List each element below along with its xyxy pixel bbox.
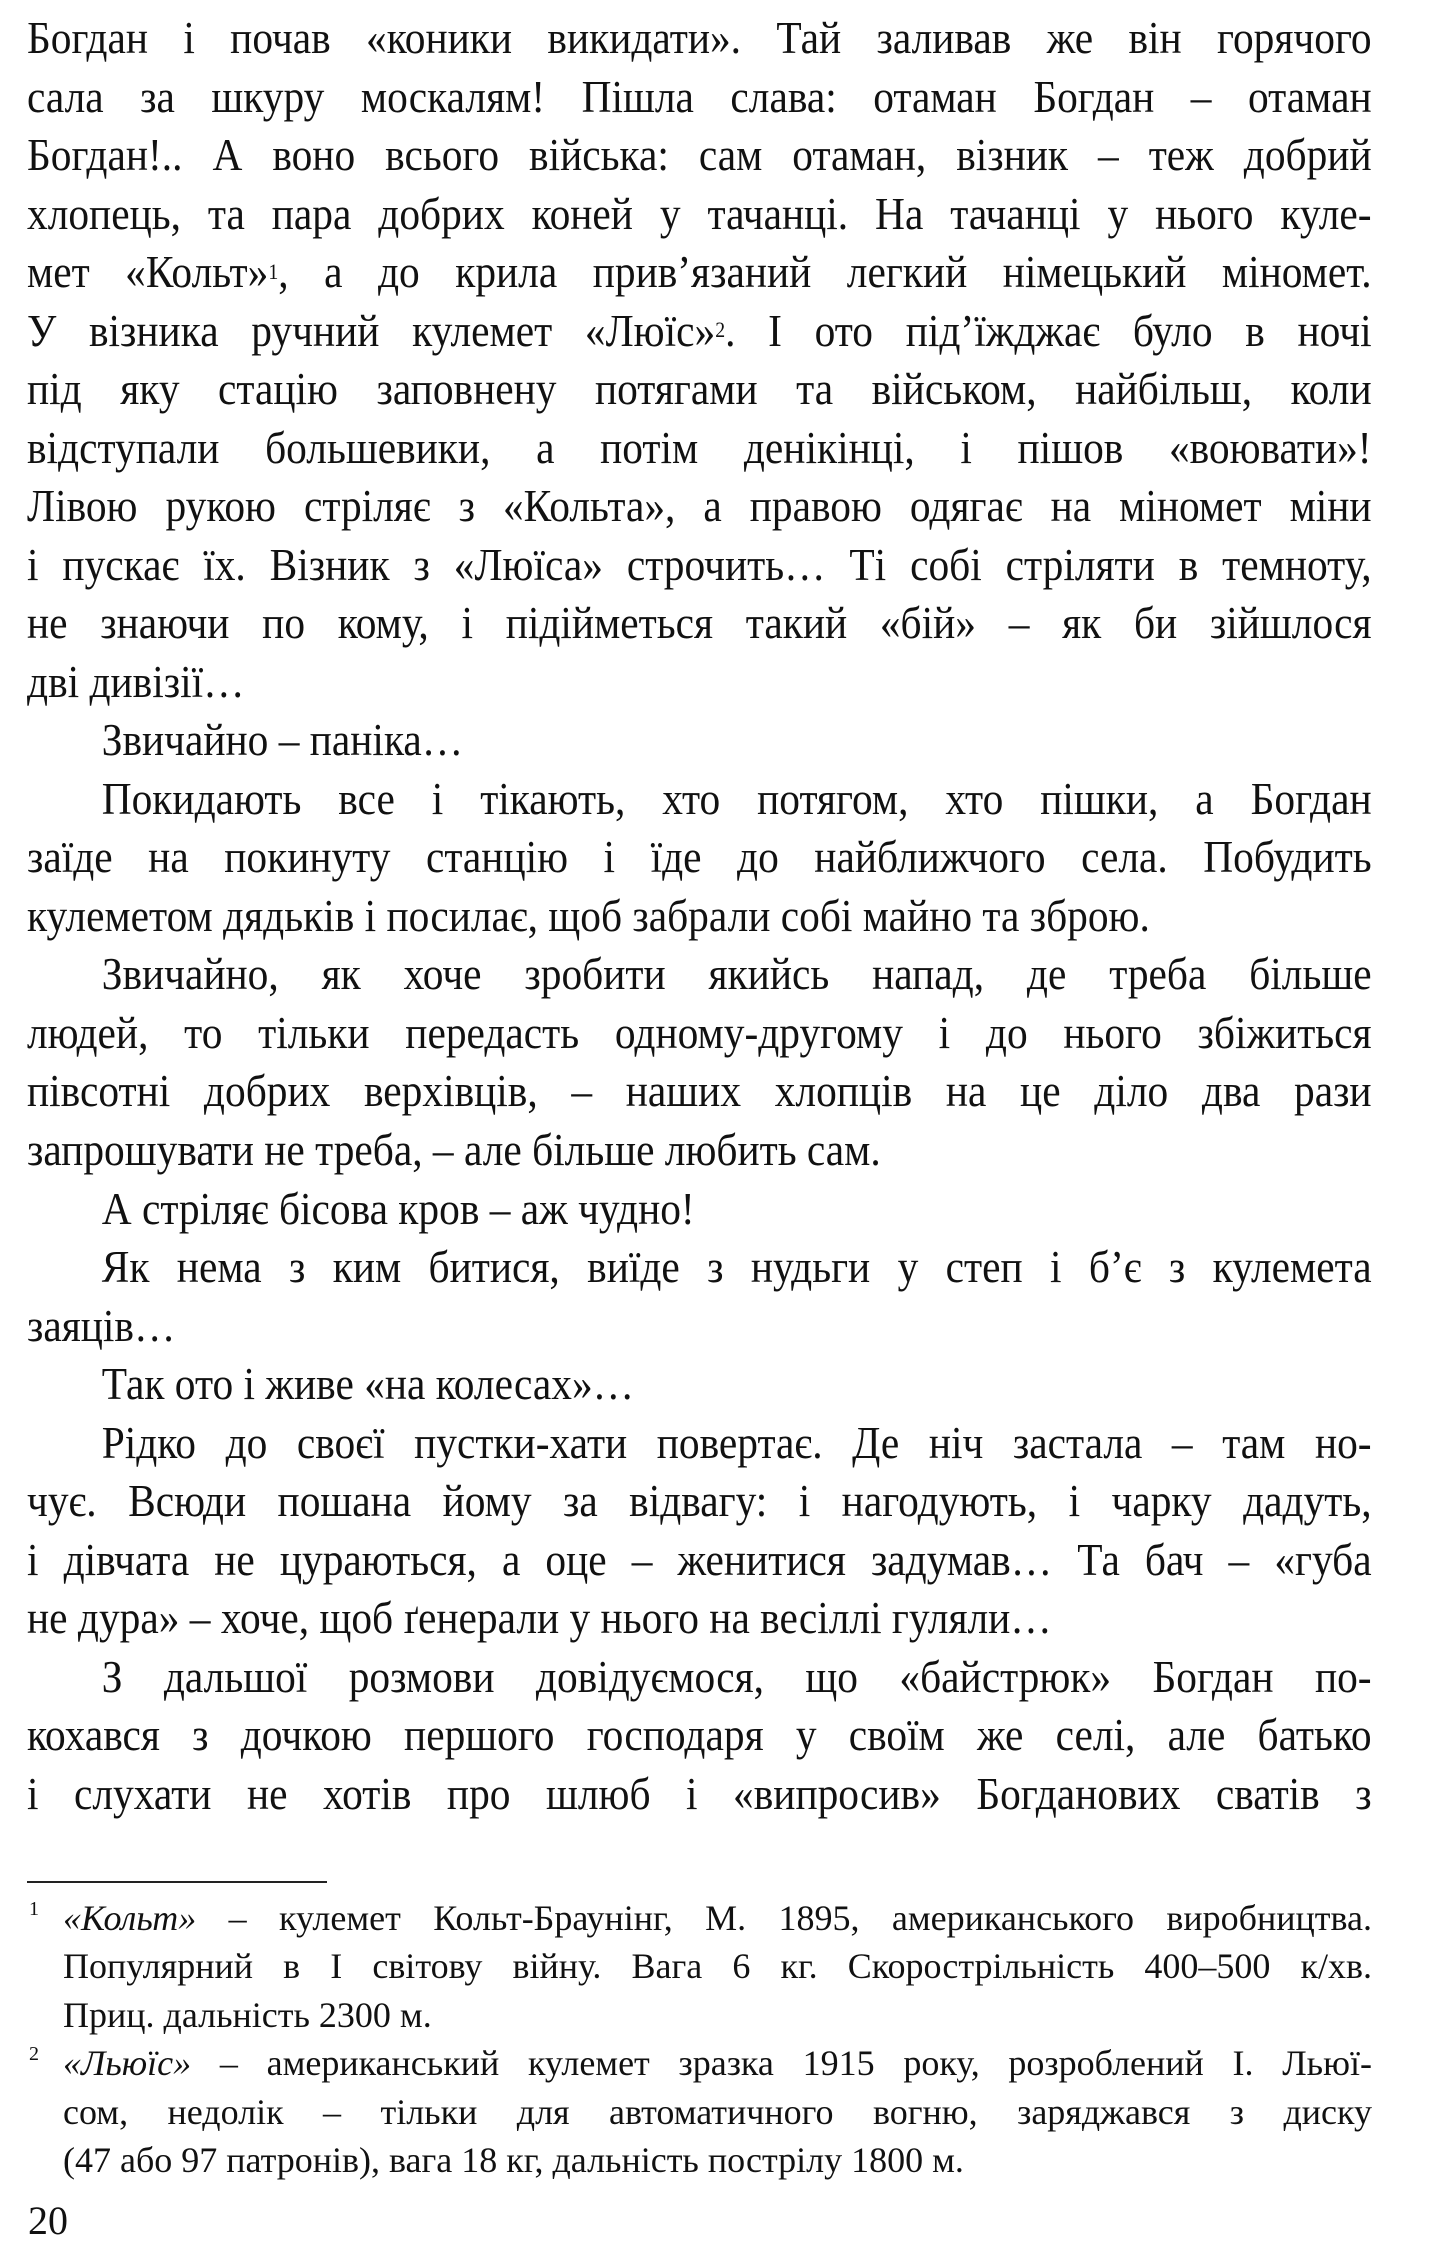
footnote-marker-2: 2 <box>29 2043 39 2066</box>
footnote-text: – кулемет Кольт-Браунінг, М. 1895, американського виробництва. <box>196 1897 1372 1938</box>
text-segment: , а до крила прив’язаний легкий німецький міномет. <box>278 246 1372 298</box>
text-line: півсотні добрих верхівців, – наших хлопців на це діло два рази <box>27 1065 1372 1117</box>
paragraph-end-line: заяців… <box>27 1299 176 1351</box>
text-line: Богдан!.. А воно всього війська: сам отаман, візник – теж добрий <box>27 129 1372 181</box>
paragraph-end-line: не дура» – хоче, щоб ґенерали у нього на весіллі гуляли… <box>27 1592 1052 1644</box>
footnote-reference-1[interactable]: 1 <box>268 258 279 284</box>
text-segment: мет «Кольт» <box>27 246 269 298</box>
paragraph-end-line: запрошувати не треба, – але більше любить сам. <box>27 1123 881 1175</box>
paragraph-first-line: Як нема з ким битися, виїде з нудьги у степ і б’є з кулемета <box>101 1241 1372 1293</box>
text-line: хлопець, та пара добрих коней у тачанці. На тачанці у нього куле- <box>27 187 1372 239</box>
paragraph-line: Так ото і живе «на колесах»… <box>101 1358 635 1410</box>
footnote-2-line: (47 або 97 патронів), вага 18 кг, дальність пострілу 1800 м. <box>63 2140 964 2181</box>
text-line: і пускає їх. Візник з «Люїса» строчить… Ті собі стріляти в темноту, <box>27 538 1372 590</box>
text-line: людей, то тільки передасть одному-другому і до нього збіжиться <box>27 1006 1372 1058</box>
footnote-2-line: сом, недолік – тільки для автоматичного вогню, заряджався з диску <box>63 2091 1372 2132</box>
footnote-1-line: Приц. дальність 2300 м. <box>63 1994 432 2035</box>
paragraph-line: Звичайно – паніка… <box>101 714 464 766</box>
text-line: Лівою рукою стріляє з «Кольта», а правою одягає на міномет міни <box>27 480 1372 532</box>
text-line: не знаючи по кому, і підійметься такий «бій» – як би зійшлося <box>27 597 1372 649</box>
paragraph-end-line: кулеметом дядьків і посилає, щоб забрали собі майно та зброю. <box>27 889 1150 941</box>
text-line: сала за шкуру москалям! Пішла слава: отаман Богдан – отаман <box>27 70 1372 122</box>
main-text <box>27 9 1372 1823</box>
footnotes <box>29 1894 1372 2185</box>
footnote-reference-2[interactable]: 2 <box>715 317 726 343</box>
text-line: заїде на покинуту станцію і їде до найближчого села. Побудить <box>27 831 1372 883</box>
footnote-1-line: Популярний в І світову війну. Вага 6 кг. Скорострільність 400–500 к/хв. <box>63 1946 1372 1987</box>
footnote-text: – американський кулемет зразка 1915 року, розроблений І. Льюї- <box>191 2043 1372 2084</box>
text-line: і слухати не хотів про шлюб і «випросив» Богданових сватів з <box>27 1767 1372 1819</box>
text-line: чує. Всюди пошана йому за відвагу: і нагодують, і чарку дадуть, <box>27 1475 1372 1527</box>
text-segment: . І ото під’їжджає було в ночі <box>725 304 1372 356</box>
paragraph-line: А стріляє бісова кров – аж чудно! <box>101 1182 695 1234</box>
text-line: кохався з дочкою першого господаря у своїм же селі, але батько <box>27 1709 1372 1761</box>
paragraph-first-line: З дальшої розмови довідуємося, що «байстрюк» Богдан по- <box>101 1650 1372 1702</box>
text-line: Богдан і почав «коники викидати». Тай заливав же він горячого <box>27 12 1372 64</box>
paragraph-first-line: Рідко до своєї пустки-хати повертає. Де ніч застала – там но- <box>101 1416 1372 1468</box>
text-line <box>27 302 1372 361</box>
footnote-2-line <box>29 2039 1372 2088</box>
footnote-term: «Льюїс» <box>63 2043 192 2084</box>
text-line <box>27 243 1372 302</box>
text-line: під яку стацію заповнену потягами та військом, найбільш, коли <box>27 363 1372 415</box>
text-line: і дівчата не цураються, а оце – женитися задумав… Та бач – «губа <box>27 1533 1372 1585</box>
paragraph-end-line: дві дивізії… <box>27 655 245 707</box>
text-segment: У візника ручний кулемет «Люїс» <box>27 304 716 356</box>
footnote-1-line <box>29 1894 1372 1943</box>
paragraph-first-line: Звичайно, як хоче зробити якийсь напад, де треба більше <box>101 948 1372 1000</box>
footnote-marker-1: 1 <box>29 1897 39 1920</box>
text-line: відступали большевики, а потім денікінці, і пішов «воювати»! <box>27 421 1372 473</box>
paragraph-first-line: Покидають все і тікають, хто потягом, хто пішки, а Богдан <box>101 772 1372 824</box>
footnote-term: «Кольт» <box>63 1897 197 1938</box>
page-number: 20 <box>28 2197 68 2243</box>
footnote-separator <box>27 1881 327 1883</box>
